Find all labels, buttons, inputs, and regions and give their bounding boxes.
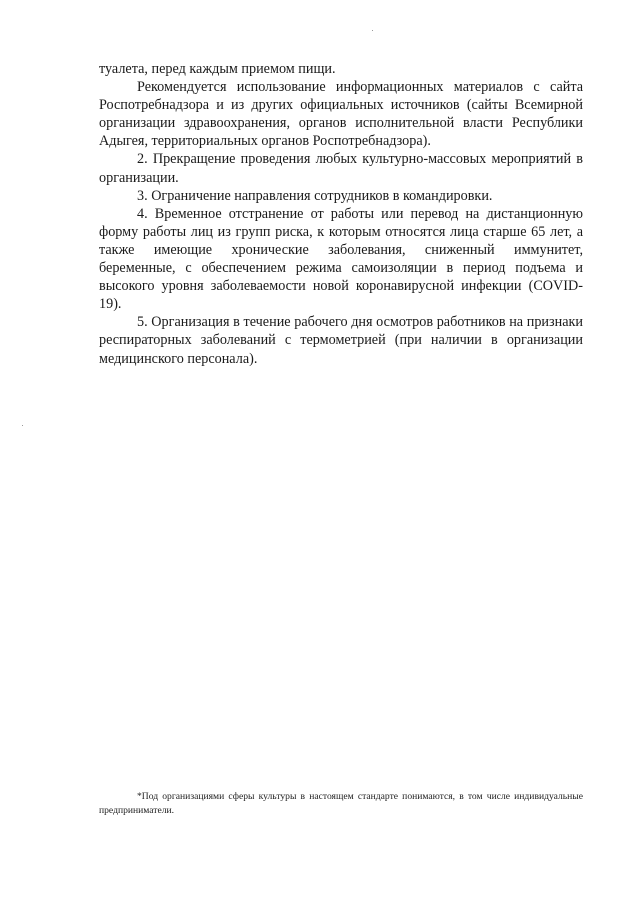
paragraph-item-2: 2. Прекращение проведения любых культурно-массовых мероприятий в организации. <box>99 151 583 186</box>
paragraph-item-4: 4. Временное отстранение от работы или перевод на дистанционную форму работы лиц из групп риска, к которым относятся лица старше 65 лет, а также имеющие хронические заболевания, сниженный иммунитет, беременные, с обеспечением режима самоизоляции в период подъема и высокого уровня заболеваемости новой коронавирусной инфекции (COVID- 19). <box>99 205 583 313</box>
scan-speck <box>372 30 373 31</box>
paragraph-recommendation: Рекомендуется использование информационных материалов с сайта Роспотребнадзора и из других официальных источников (сайты Всемирной организации здравоохранения, органов исполнительной власти Республики Адыгея, территориальных органов Роспотребнадзора). <box>99 79 583 150</box>
paragraph-continuation: туалета, перед каждым приемом пищи. <box>99 61 336 77</box>
scan-speck <box>22 425 23 426</box>
document-body <box>99 60 583 368</box>
paragraph-item-5: 5. Организация в течение рабочего дня осмотров работников на признаки респираторных заболеваний с термометрией (при наличии в организации медицинского персонала). <box>99 314 583 367</box>
footnote: *Под организациями сферы культуры в настоящем стандарте понимаются, в том числе индивидуальные предприниматели. <box>99 790 583 816</box>
paragraph-item-3: 3. Ограничение направления сотрудников в командировки. <box>137 187 493 204</box>
